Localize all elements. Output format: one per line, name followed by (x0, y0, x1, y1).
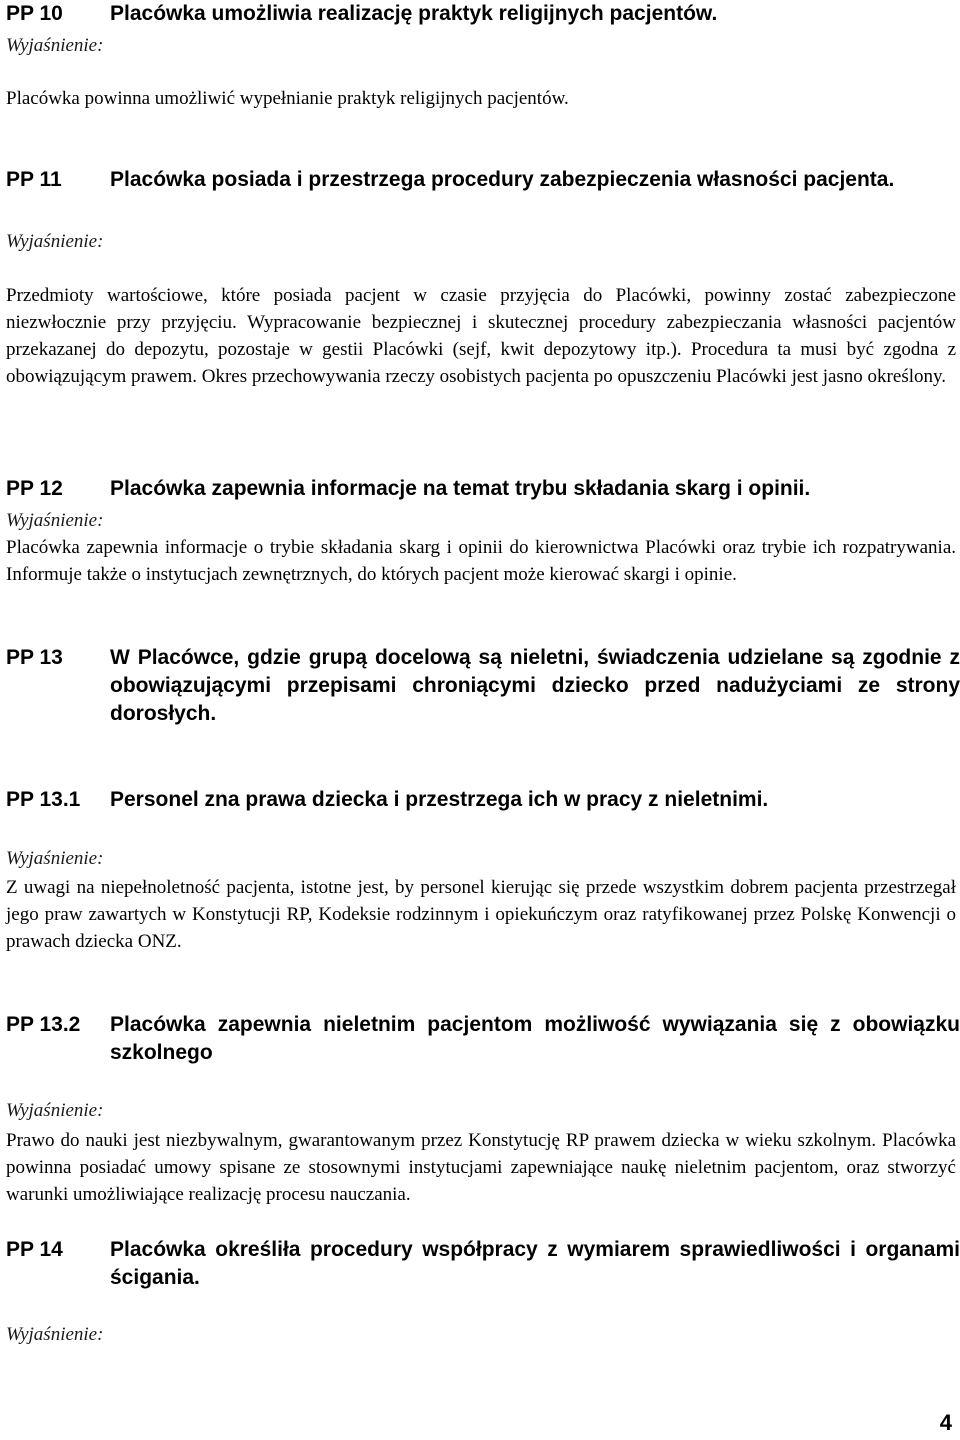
section-code: PP 10 (6, 2, 63, 25)
explanation-label: Wyjaśnienie: (6, 1100, 104, 1121)
explanation-text: Placówka zapewnia informacje o trybie składania skarg i opinii do kierownictwa Placówki oraz trybie ich rozpatrywania. Informuje także o instytucjach zewnętrznych, do których pacjent może kierować skargi i opinie. (6, 537, 956, 585)
section-code: PP 13 (6, 646, 63, 669)
section-code: PP 14 (6, 1238, 63, 1261)
section-code: PP 13.1 (6, 788, 81, 811)
section-title: Placówka określiła procedury współpracy z wymiarem sprawiedliwości i organami ścigania. (110, 1238, 960, 1289)
section-title: Placówka umożliwia realizację praktyk religijnych pacjentów. (110, 2, 718, 25)
explanation-text: Prawo do nauki jest niezbywalnym, gwarantowanym przez Konstytucję RP prawem dziecka w wieku szkolnym. Placówka powinna posiadać umowy spisane ze stosownymi instytucjami zapewniające naukę nieletnim pacjentom, oraz stworzyć warunki umożliwiające realizację procesu nauczania. (6, 1130, 956, 1205)
explanation-label: Wyjaśnienie: (6, 1324, 104, 1345)
section-title: Placówka posiada i przestrzega procedury zabezpieczenia własności pacjenta. (110, 168, 895, 191)
explanation-text: Przedmioty wartościowe, które posiada pacjent w czasie przyjęcia do Placówki, powinny zostać zabezpieczone niezwłocznie przy przyjęciu. Wypracowanie bezpiecznej i skutecznej procedury zabezpieczania własności pacjentów przekazanej do depozytu, pozostaje w gestii Placówki (sejf, kwit depozytowy itp.). Procedura ta musi być zgodna z obowiązującym prawem. Okres przechowywania rzeczy osobistych pacjenta po opuszczeniu Placówki jest jasno określony. (6, 285, 956, 387)
explanation-text: Z uwagi na niepełnoletność pacjenta, istotne jest, by personel kierując się przede wszystkim dobrem pacjenta przestrzegał jego praw zawartych w Konstytucji RP, Kodeksie rodzinnym i opiekuńczym oraz ratyfikowanej przez Polskę Konwencji o prawach dziecka ONZ. (6, 877, 956, 952)
explanation-label: Wyjaśnienie: (6, 35, 104, 56)
explanation-label: Wyjaśnienie: (6, 231, 104, 252)
section-title: W Placówce, gdzie grupą docelową są nieletni, świadczenia udzielane są zgodnie z obowiązującymi przepisami chroniącymi dziecko przed nadużyciami ze strony dorosłych. (110, 646, 960, 725)
explanation-label: Wyjaśnienie: (6, 510, 104, 531)
section-title: Placówka zapewnia informacje na temat trybu składania skarg i opinii. (110, 477, 811, 500)
section-code: PP 13.2 (6, 1013, 81, 1036)
explanation-label: Wyjaśnienie: (6, 848, 104, 869)
page-number: 4 (939, 1410, 952, 1435)
explanation-text: Placówka powinna umożliwić wypełnianie praktyk religijnych pacjentów. (6, 88, 569, 109)
section-title: Personel zna prawa dziecka i przestrzega ich w pracy z nieletnimi. (110, 788, 769, 811)
section-title: Placówka zapewnia nieletnim pacjentom możliwość wywiązania się z obowiązku szkolnego (110, 1013, 960, 1064)
section-code: PP 12 (6, 477, 63, 500)
section-code: PP 11 (6, 168, 62, 191)
